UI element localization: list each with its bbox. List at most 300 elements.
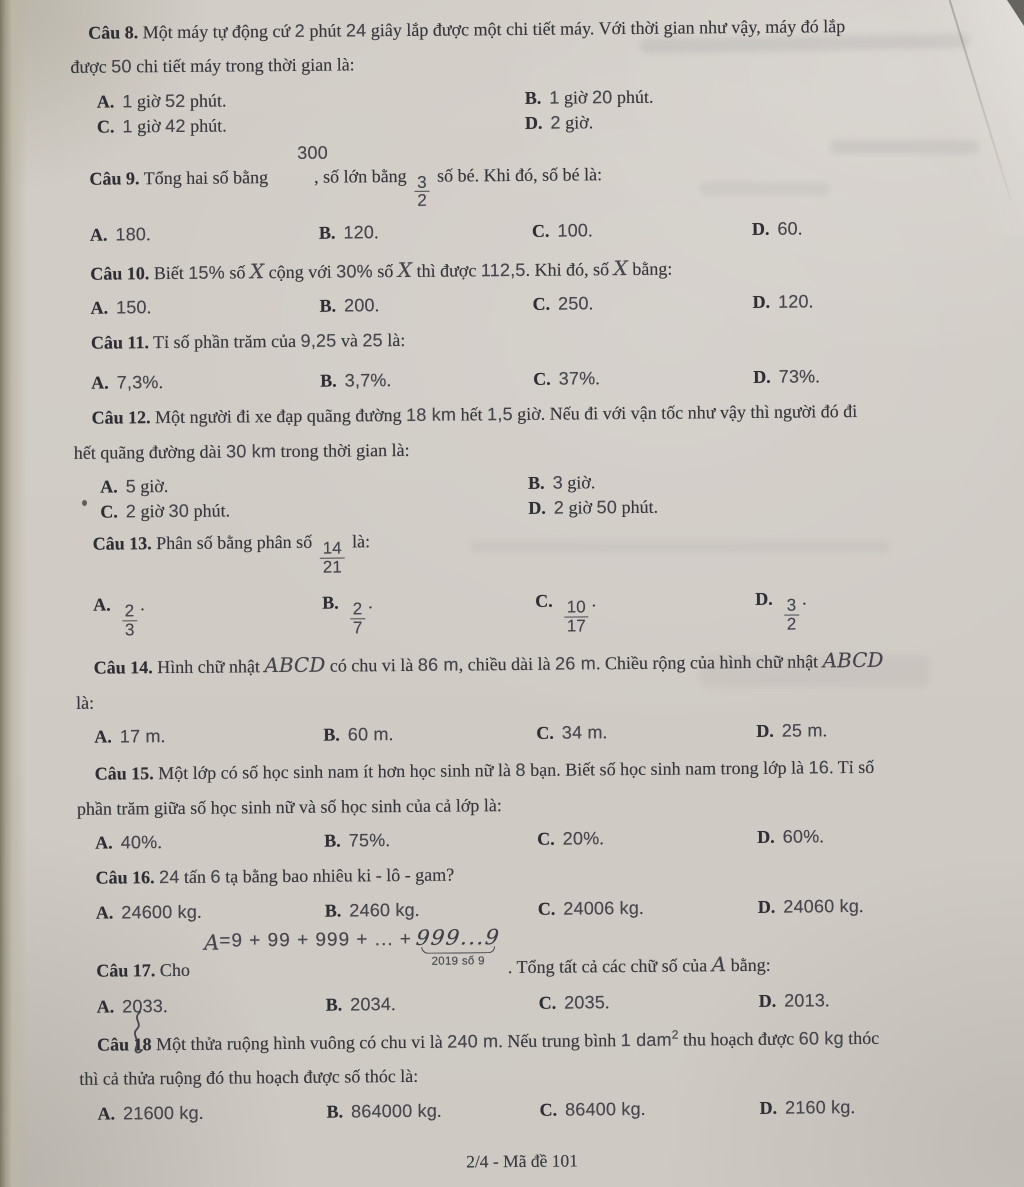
option-label: C. — [537, 828, 555, 849]
text-segment: hết — [456, 404, 488, 425]
text-segment: 9,25 — [300, 330, 337, 352]
text-segment: . — [640, 1098, 646, 1119]
option-label: B. — [322, 592, 339, 614]
text-segment: A — [204, 930, 220, 955]
answer-options — [95, 824, 1024, 856]
text-segment: 52 — [164, 90, 186, 111]
option-B — [323, 722, 536, 747]
text-segment: giờ — [559, 87, 593, 108]
text-segment: 3,7% — [344, 369, 387, 391]
text-gap — [190, 973, 508, 976]
option-label: C. — [531, 220, 550, 242]
text-segment: giờ. — [135, 476, 169, 497]
text-segment: Một người đi xe đạp quãng đường — [150, 405, 407, 428]
text-segment: 2035 — [564, 991, 606, 1013]
text-segment: . — [797, 218, 803, 239]
option-B — [525, 82, 1024, 110]
text-segment: giờ — [135, 501, 169, 522]
question-text-line — [93, 524, 1024, 578]
option-label: D. — [757, 896, 776, 917]
text-segment: 1 — [122, 116, 133, 137]
answer-options — [96, 893, 1024, 925]
text-segment: . — [591, 590, 597, 611]
option-label: B. — [324, 900, 342, 921]
text-segment: Hình chữ nhật — [152, 656, 265, 678]
answer-options — [98, 1094, 1024, 1126]
footer-text: 2/4 - Mã đề 101 — [466, 1150, 579, 1172]
option-D — [752, 216, 1024, 242]
text-segment: 2034 — [350, 993, 392, 1015]
text-segment: . Nếu trung bình — [498, 1030, 621, 1052]
text-segment: giờ — [132, 116, 166, 137]
text-segment: 24 — [158, 867, 180, 888]
question-text-line — [89, 159, 1024, 213]
text-segment: 112,5 — [480, 259, 526, 280]
option-B — [319, 293, 532, 318]
option-A — [97, 87, 525, 114]
text-segment: Câu 16. — [95, 867, 155, 889]
text-segment: . — [390, 993, 396, 1014]
fraction-denominator: 3 — [122, 621, 138, 640]
text-segment: 26 m — [555, 653, 597, 674]
text-segment: giờ — [132, 90, 166, 112]
option-label: D. — [759, 1097, 778, 1118]
answer-options — [94, 717, 1024, 749]
option-label: C. — [532, 293, 551, 314]
fraction — [784, 597, 800, 634]
option-B — [322, 590, 535, 638]
option-C — [540, 1097, 760, 1122]
text-segment: . — [436, 1100, 442, 1121]
text-segment: Phân số bằng phân số — [151, 531, 317, 553]
option-label: B. — [528, 472, 545, 493]
text-segment: . Tỉ số — [828, 757, 875, 778]
fraction — [350, 601, 366, 638]
text-segment: . — [819, 826, 824, 847]
text-segment: . — [140, 594, 145, 615]
text-segment: 18 km — [405, 404, 457, 426]
option-B — [320, 368, 533, 393]
text-segment: . — [850, 1096, 856, 1117]
text-segment: 7,3% — [116, 371, 159, 393]
text-segment: 17 m — [119, 726, 161, 747]
text-segment: số bé. Khi đó, số bé là: — [432, 163, 603, 186]
question-text-line — [70, 48, 1024, 80]
text-segment: phút. — [185, 90, 227, 111]
text-segment: Một máy tự động cứ — [138, 20, 295, 43]
option-D — [757, 824, 1024, 850]
text-segment: Câu 14. — [93, 657, 153, 678]
raised-number: 300 — [297, 142, 328, 163]
text-segment: 20% — [562, 828, 600, 849]
option-label: C. — [96, 116, 115, 137]
text-segment: được — [70, 56, 112, 78]
text-segment: thu hoạch được — [678, 1028, 799, 1050]
text-segment: Câu 8. — [88, 22, 139, 43]
option-C — [538, 896, 758, 921]
text-segment: Câu 9. — [89, 167, 140, 189]
text-segment: , số lớn bằng — [314, 165, 412, 187]
text-segment: 50 — [111, 56, 132, 77]
text-segment: 60% — [782, 826, 820, 847]
option-A — [100, 472, 528, 499]
text-segment: và — [336, 330, 363, 351]
text-segment: . — [158, 371, 164, 392]
option-D — [528, 493, 1024, 521]
text-segment: 24 — [345, 20, 367, 41]
text-segment: Câu 18 — [96, 1034, 152, 1055]
question-text-line — [79, 1060, 1024, 1092]
text-segment: phút. — [188, 500, 231, 522]
option-B — [326, 991, 539, 1016]
text-segment: là: — [75, 692, 95, 713]
text-segment: giờ. — [560, 112, 594, 133]
text-segment: 75% — [348, 830, 386, 851]
text-segment: , chiều dài là — [458, 653, 556, 675]
option-D — [759, 987, 1024, 1013]
question-text-line — [88, 14, 1024, 46]
option-B — [324, 828, 537, 853]
text-segment: 60 kg — [798, 1028, 844, 1049]
text-segment: thì cả thửa ruộng đó thu hoạch được số thóc là: — [79, 1066, 419, 1090]
text-segment: 24600 kg — [121, 901, 198, 923]
option-label: A. — [97, 1103, 116, 1124]
text-segment: Câu 10. — [90, 262, 150, 284]
option-label: C. — [533, 368, 551, 389]
text-segment: 1 dam — [620, 1029, 672, 1051]
option-D — [753, 363, 1024, 389]
text-segment: 1 — [549, 87, 560, 108]
question-text-line — [91, 399, 1024, 431]
text-segment: trong thời gian là: — [276, 439, 410, 461]
fraction — [320, 539, 345, 576]
text-segment: . — [388, 723, 394, 745]
option-A — [96, 900, 325, 925]
underbrace-label: 2019 số 9 — [431, 955, 485, 969]
text-segment: Câu 13. — [92, 532, 152, 554]
question-text-line — [95, 755, 1024, 787]
text-segment: Biết — [149, 262, 189, 283]
text-segment: . — [196, 901, 202, 922]
text-segment: 9 + 99 + 999 + ... + — [231, 929, 413, 952]
question-13 — [5, 524, 1024, 640]
text-segment: . — [385, 830, 390, 851]
option-C — [100, 497, 528, 524]
option-label: C. — [535, 591, 553, 612]
option-label: C. — [537, 898, 556, 919]
text-segment: . — [588, 293, 594, 314]
answer-options — [90, 289, 1024, 321]
fraction-denominator: 21 — [320, 557, 345, 576]
page-footer — [10, 1146, 1024, 1178]
text-segment: phút. — [616, 497, 659, 518]
text-segment: giờ. Nếu đi với vận tốc như vậy thì người đó đi — [512, 401, 858, 425]
question-9 — [1, 137, 1024, 248]
option-D — [758, 893, 1024, 919]
text-segment: 120 — [343, 222, 375, 243]
text-segment: 120 — [777, 291, 809, 312]
text-segment: Câu 17. — [96, 960, 156, 981]
option-C — [539, 989, 759, 1014]
text-segment: 37% — [558, 368, 596, 389]
text-segment: X — [397, 257, 413, 282]
text-segment: 2460 kg — [349, 899, 415, 921]
fraction-numerator: 14 — [322, 538, 342, 558]
option-label: D. — [751, 219, 770, 240]
text-segment: 2033 — [122, 995, 164, 1017]
question-11 — [3, 324, 1024, 396]
option-label: B. — [324, 830, 341, 851]
text-segment: ABCD — [264, 652, 326, 678]
text-segment: bạn. Biết số học sinh nam trong lớp là — [525, 757, 809, 781]
text-segment: 240 m — [447, 1031, 499, 1052]
option-label: B. — [325, 994, 343, 1015]
text-segment: . — [374, 295, 380, 316]
question-text-line — [90, 251, 1024, 286]
text-segment: giây lắp được một chi tiết máy. Với thời gian như vậy, máy đó lắp — [366, 16, 846, 41]
option-label: A. — [93, 594, 111, 616]
question-14 — [6, 646, 1024, 750]
text-segment: . — [146, 297, 152, 318]
fraction-denominator: 7 — [350, 619, 366, 638]
text-segment: 2013 — [784, 989, 826, 1011]
text-segment: 24006 kg — [563, 897, 640, 919]
question-16 — [7, 859, 1024, 926]
text-segment: 60 — [777, 218, 798, 239]
question-18 — [9, 1024, 1024, 1126]
text-segment: . — [858, 895, 864, 916]
text-segment: . — [368, 592, 373, 613]
question-15 — [7, 755, 1024, 856]
text-segment: 30 — [168, 501, 190, 522]
text-segment: . — [604, 991, 610, 1012]
option-label: B. — [318, 222, 336, 243]
fraction-denominator: 2 — [414, 191, 430, 210]
text-segment: 60 m — [347, 724, 389, 745]
text-segment: . — [599, 828, 604, 849]
text-segment: Câu 12. — [91, 407, 151, 428]
text-segment: . — [595, 368, 600, 389]
option-A — [90, 295, 319, 320]
answer-options — [97, 82, 1024, 139]
text-segment: là: — [347, 531, 371, 552]
text-segment: Một thửa ruộng hình vuông có chu vi là — [151, 1031, 448, 1055]
text-segment: 1 — [122, 91, 133, 112]
text-segment: 864000 kg — [351, 1100, 438, 1122]
option-B — [327, 1099, 540, 1124]
option-B — [319, 220, 532, 245]
question-text-line — [74, 433, 1024, 465]
option-D — [752, 289, 1024, 315]
answer-options — [90, 216, 1024, 248]
option-label: C. — [100, 501, 118, 522]
text-segment: 25 m — [781, 720, 823, 741]
text-segment: giờ. — [562, 472, 596, 493]
option-label: D. — [528, 498, 546, 519]
fraction — [414, 173, 430, 210]
option-label: A. — [95, 832, 113, 853]
option-label: D. — [524, 112, 543, 134]
handwritten-nines: 999...9 — [414, 925, 502, 951]
text-segment: 5 — [125, 476, 136, 497]
text-segment: . — [808, 291, 814, 312]
text-segment: 100 — [557, 220, 589, 241]
text-segment: Một lớp có số học sinh nam ít hơn học sinh nữ là — [153, 760, 516, 784]
text-segment: thóc — [843, 1027, 880, 1049]
text-segment: X — [613, 255, 628, 280]
text-segment: . — [602, 722, 608, 743]
fraction-denominator: 17 — [564, 617, 589, 636]
option-D — [755, 586, 1024, 634]
question-8 — [0, 14, 1024, 140]
questions-area — [0, 14, 1024, 1127]
text-segment: 3 — [552, 472, 563, 493]
text-segment: 250 — [557, 293, 589, 314]
text-segment: 25 — [362, 330, 383, 351]
text-segment: Câu 15. — [94, 763, 154, 784]
text-segment: tấn — [179, 867, 211, 888]
option-A — [98, 1100, 327, 1125]
text-segment: 180 — [115, 224, 147, 245]
text-segment: 8 — [515, 760, 526, 781]
text-segment: Tổng hai số bằng — [139, 166, 269, 188]
text-segment: bằng: — [627, 258, 673, 279]
option-label: D. — [756, 720, 774, 741]
question-text-line — [95, 859, 1024, 891]
answer-options — [100, 467, 1024, 524]
option-A — [95, 830, 324, 855]
option-A — [94, 724, 323, 749]
option-label: C. — [539, 1099, 558, 1120]
option-label: B. — [319, 295, 337, 316]
text-segment: 6 — [210, 867, 221, 888]
text-segment: = — [219, 930, 232, 952]
option-label: C. — [536, 722, 554, 743]
text-segment: 200 — [344, 295, 375, 316]
option-label: C. — [538, 992, 557, 1013]
option-D — [525, 108, 1024, 136]
option-label: A. — [100, 476, 118, 497]
text-segment: . — [160, 725, 166, 747]
text-segment: 150 — [115, 297, 147, 318]
text-segment: phần trăm giữa số học sinh nữ và số học sinh của cả lớp là: — [76, 794, 502, 819]
option-label: A. — [95, 902, 114, 923]
text-segment: . Khi đó, số — [525, 258, 614, 280]
text-segment: 30% — [336, 260, 373, 282]
text-segment: . — [815, 366, 820, 387]
text-segment: 2 — [553, 497, 565, 519]
question-10 — [2, 251, 1024, 321]
question-17 — [8, 923, 1024, 1020]
exam-content — [0, 6, 1024, 1178]
text-segment: . — [587, 220, 593, 241]
option-label: B. — [323, 724, 340, 745]
text-segment: 1,5 — [487, 404, 513, 425]
text-segment: bằng: — [726, 954, 771, 976]
text-segment: . — [145, 224, 151, 245]
option-C — [533, 366, 753, 391]
text-segment: phút. — [185, 115, 227, 137]
text-segment: 2 — [550, 112, 561, 133]
text-segment: . — [824, 989, 830, 1010]
superscript: 2 — [671, 1027, 679, 1042]
text-segment: 34 m — [561, 722, 603, 743]
option-A — [91, 370, 320, 395]
fraction — [564, 599, 589, 636]
text-segment: 86400 kg — [565, 1098, 641, 1120]
option-label: B. — [326, 1101, 344, 1122]
text-segment: 86 m — [417, 654, 459, 675]
option-label: D. — [752, 291, 771, 312]
text-segment: chi tiết máy trong thời gian là: — [131, 54, 355, 77]
text-segment: số — [224, 261, 251, 283]
text-segment: số — [372, 260, 398, 281]
answer-options — [91, 363, 1024, 395]
option-C — [532, 291, 752, 316]
text-segment: phút — [304, 20, 347, 41]
text-segment: . — [638, 897, 644, 918]
text-segment: . — [822, 720, 828, 741]
option-C — [537, 826, 757, 851]
text-segment: tạ bằng bao nhiêu ki - lô - gam? — [220, 865, 455, 888]
text-segment: 42 — [165, 116, 186, 137]
option-label: A. — [90, 297, 109, 318]
option-C — [532, 218, 752, 243]
option-C — [535, 588, 755, 636]
fraction-numerator: 10 — [566, 597, 586, 617]
text-segment: . — [198, 1102, 204, 1123]
option-C — [536, 720, 756, 745]
text-segment: hết quãng đường dài — [73, 441, 227, 463]
text-segment: 15% — [188, 262, 226, 283]
option-D — [756, 717, 1024, 743]
option-label: D. — [755, 589, 773, 610]
text-segment: có chu vi là — [325, 654, 418, 676]
text-segment: . — [386, 369, 392, 390]
option-B — [528, 467, 1024, 495]
text-segment: 30 km — [226, 440, 277, 462]
fraction-numerator: 2 — [352, 599, 363, 619]
fraction-numerator: 2 — [124, 601, 135, 621]
text-segment: 40% — [120, 832, 158, 853]
option-label: D. — [757, 826, 775, 847]
text-segment: 24060 kg — [783, 895, 860, 917]
option-label: D. — [758, 990, 777, 1011]
text-segment: 20 — [591, 86, 613, 108]
question-12 — [3, 399, 1024, 525]
option-label: A. — [91, 372, 109, 393]
text-segment: 50 — [596, 497, 618, 518]
text-segment: 73% — [778, 366, 816, 387]
option-B — [325, 898, 538, 923]
text-segment: . — [374, 222, 379, 243]
question-text-line — [76, 683, 1024, 715]
question-text-line — [91, 324, 1024, 356]
fraction-numerator: 3 — [417, 172, 427, 192]
text-segment: 2 — [294, 20, 305, 41]
text-segment: Câu 11. — [90, 332, 150, 354]
text-segment: . — [162, 995, 168, 1016]
answer-options — [97, 987, 1024, 1019]
option-label: D. — [753, 366, 771, 387]
text-segment: X — [249, 258, 265, 283]
text-segment: . — [414, 899, 420, 920]
text-segment: ABCD — [822, 647, 884, 673]
text-segment: 21600 kg — [123, 1102, 199, 1124]
option-A — [90, 222, 319, 247]
text-segment: 2 — [125, 501, 137, 522]
option-label: A. — [89, 224, 108, 245]
